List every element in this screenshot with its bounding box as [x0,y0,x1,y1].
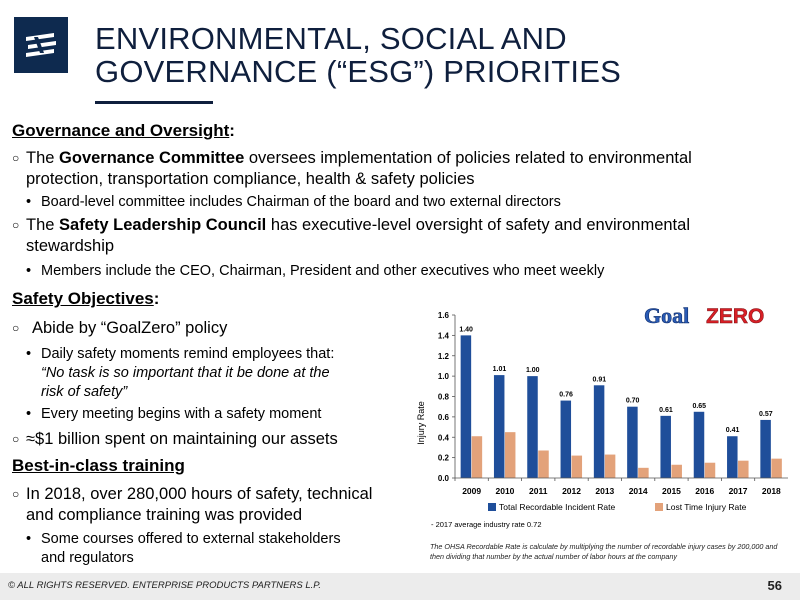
circle-bullet-icon: ○ [12,432,20,446]
bar-data-label: 1.00 [525,367,540,375]
bar-data-label: 0.57 [759,410,773,418]
x-tick-label: 2009 [462,486,482,496]
bar-ltir [671,465,682,478]
bar-data-label: 0.61 [659,406,673,414]
x-tick-label: 2016 [695,486,715,496]
bar-ltir [572,456,583,478]
y-axis-label: Injury Rate [416,401,426,445]
bar-trir [494,375,505,478]
bar-data-label: 1.40 [459,326,473,334]
y-tick-label: 1.2 [437,351,449,361]
bar-trir [694,412,705,478]
legend [488,502,747,512]
bar-ltir [472,436,483,478]
x-tick-label: 2013 [595,486,615,496]
bar-ltir [738,461,749,478]
bar-ltir [505,432,516,478]
bar-ltir [705,463,716,478]
y-tick-label: 0.0 [437,474,449,483]
y-tick-label: 1.0 [437,372,449,382]
x-tick-label: 2011 [529,486,548,496]
bar-ltir [638,468,649,478]
x-tick-label: 2018 [761,486,781,496]
bar-trir [627,407,638,478]
x-axis [455,478,788,496]
bar-trir [527,376,538,478]
injury-rate-chart [405,305,795,570]
y-tick-label: 0.8 [437,392,449,402]
bar-data-label: 1.01 [492,366,507,374]
bar-trir [727,436,738,478]
legend-swatch [488,503,496,511]
bar-ltir [538,450,549,478]
chart-footnote: The OHSA Recordable Rate is calculate by multiplying the number of recordable injury cases by 200,000 and then dividing that number by the actual number of labor hours at the company [430,542,778,561]
bars [459,326,782,478]
x-tick-label: 2012 [562,486,582,496]
page-number: 56 [767,578,782,593]
y-tick-label: 0.2 [437,453,449,463]
circle-bullet-icon: ○ [12,151,20,165]
y-tick-label: 1.6 [437,311,449,320]
chart-annotation: - 2017 average industry rate 0.72 [431,520,542,529]
bar-ltir [771,459,782,478]
goalzero-goal-text: Goal [644,303,690,328]
x-tick-label: 2014 [628,486,648,496]
bar-ltir [605,455,616,478]
legend-label: Total Recordable Incident Rate [499,502,616,512]
page-title: ENVIRONMENTAL, SOCIAL AND GOVERNANCE (“ESG”) PRIORITIES [95,21,621,89]
bar-trir [594,385,605,478]
bar-data-label: 0.70 [625,397,640,405]
governance-heading: Governance and Oversight: [12,121,235,140]
bar-data-label: 0.41 [725,427,740,435]
copyright-text: © ALL RIGHTS RESERVED. ENTERPRISE PRODUCTS PARTNERS L.P. [8,580,322,591]
bar-trir [461,335,472,478]
bar-data-label: 0.91 [592,376,607,384]
title-underline [95,101,213,104]
x-tick-label: 2017 [728,486,748,496]
bar-data-label: 0.76 [559,391,573,399]
circle-bullet-icon: ○ [12,218,20,232]
circle-bullet-icon: ○ [12,321,20,335]
legend-swatch [655,503,663,511]
legend-label: Lost Time Injury Rate [666,502,747,512]
y-tick-label: 0.4 [437,433,449,443]
footer [0,573,800,600]
y-axis [438,311,455,483]
logo-mark-icon [14,17,68,73]
y-tick-label: 1.4 [437,331,449,341]
circle-bullet-icon: ○ [12,487,20,501]
x-tick-label: 2015 [661,486,681,496]
goalzero-zero-text: ZERO [706,305,765,328]
bar-data-label: 0.65 [692,402,707,410]
y-tick-label: 0.6 [437,412,449,422]
company-logo [14,17,68,73]
bar-trir [660,416,671,478]
bar-trir [760,420,771,478]
safety-heading: Safety Objectives: [12,289,160,308]
bar-trir [561,401,572,478]
training-heading: Best-in-class training [12,456,185,475]
x-tick-label: 2010 [495,486,515,496]
